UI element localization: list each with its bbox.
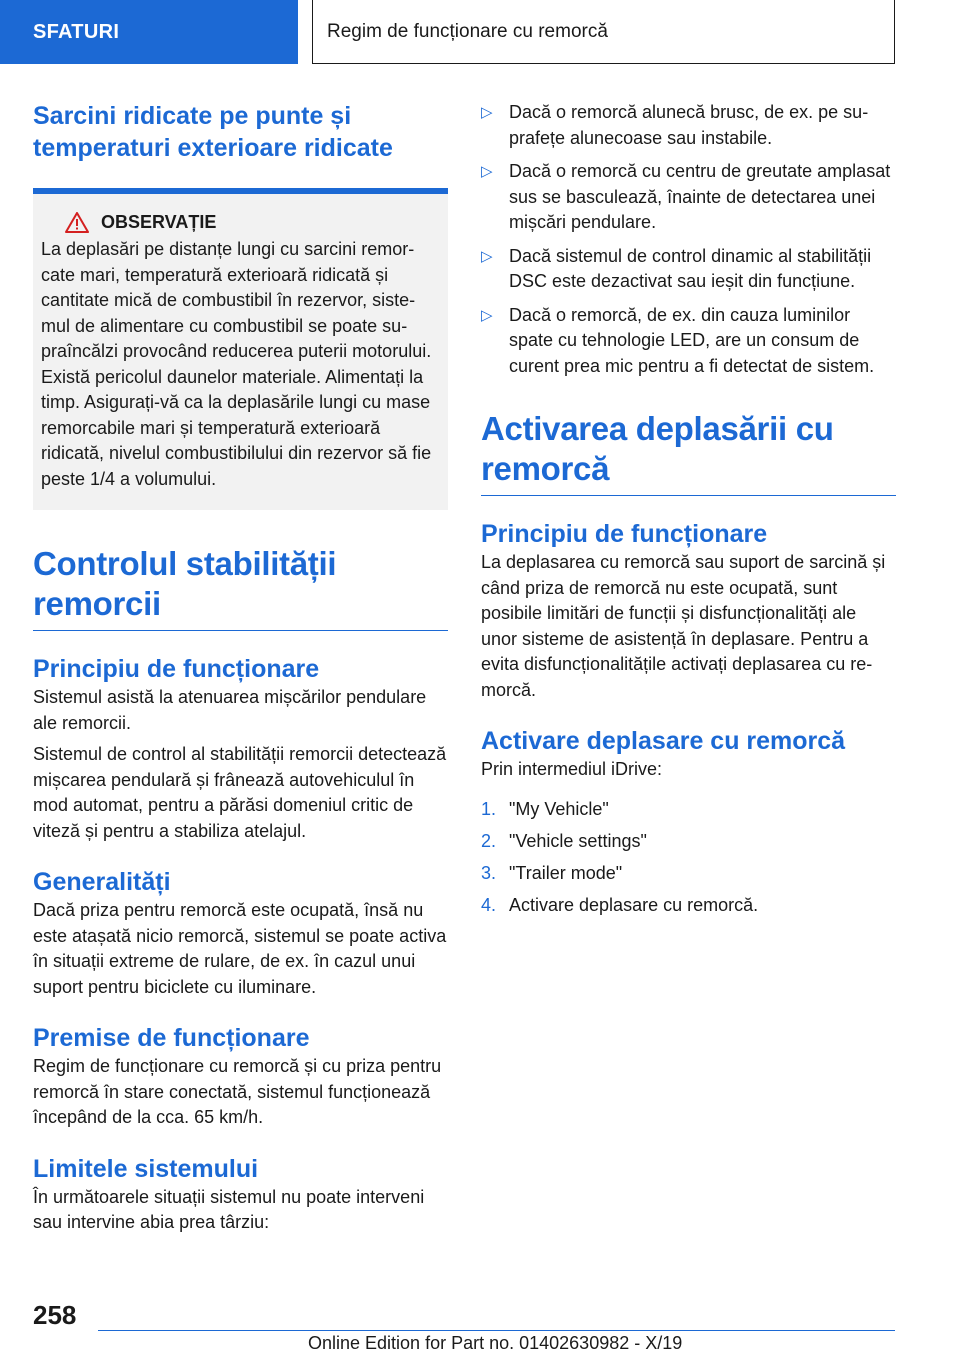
heading-premise: Premise de funcționare: [33, 1024, 310, 1052]
general-paragraph: Dacă priza pentru remorcă este ocupată, însă nu este atașată nicio remorcă, sistemul se poate activa în situații extreme de rulare, de ex. în cazul unui suport pentru biciclete cu iluminare.: [33, 900, 447, 997]
bullet-triangle-icon: ▷: [481, 104, 493, 121]
principle-paragraph-1: Sistemul asistă la atenuarea mișcărilor pendulare ale remorcii.: [33, 687, 427, 733]
section-activate: [481, 409, 896, 496]
principle-paragraph-2: Sistemul de control al stabilității remorcii detectează mișcarea pendulară și frânează autovehiculul în mod automat, pentru a părăsi domeniul critic de viteză și pentru a stabiliza atelajul.: [33, 744, 447, 841]
list-item: [481, 244, 896, 295]
step-number: 1.: [481, 798, 497, 819]
step-item: [481, 893, 896, 919]
step-text: "Trailer mode": [509, 862, 623, 883]
section-label: SFATURI: [33, 20, 120, 43]
chapter-title-box: [312, 0, 895, 64]
step-text: Activare deplasare cu remorcă.: [509, 894, 759, 915]
list-item-text: Dacă sistemul de control dinamic al stabilității DSC este dezactivat sau ieșit din funcțiune.: [509, 245, 872, 291]
heading-activate-trailer: Activare deplasare cu remorcă: [481, 727, 846, 755]
footer-edition: Online Edition for Part no. 01402630982 - X/19: [308, 1333, 683, 1353]
notice-header: [41, 212, 438, 233]
step-number: 2.: [481, 830, 497, 851]
step-text: "My Vehicle": [509, 798, 609, 819]
heading-activate: Activarea deplasării cu remorcă: [481, 410, 834, 487]
heading-stability: Controlul stabilității remorcii: [33, 545, 337, 622]
heading-loads: Sarcini ridicate pe punte și temperaturi exterioare ridicate: [33, 102, 393, 162]
list-item: [481, 159, 896, 236]
heading-general: Generalități: [33, 868, 171, 896]
limits-paragraph: În următoarele situații sistemul nu poate interveni sau intervine abia prea târziu:: [33, 1186, 425, 1232]
bullet-triangle-icon: ▷: [481, 247, 493, 265]
heading-principle-right: Principiu de funcționare: [481, 520, 768, 548]
page-number: 258: [33, 1300, 77, 1330]
footer-divider: [98, 1330, 895, 1331]
list-item-text: Dacă o remorcă cu centru de greutate amplasat sus se basculează, înainte de detectarea unei mișcări pendulare.: [509, 161, 891, 232]
step-number: 4.: [481, 894, 497, 915]
section-tab: [0, 0, 298, 64]
step-item: [481, 829, 896, 855]
premise-paragraph: Regim de funcționare cu remorcă și cu priza pentru remorcă în stare conectată, sistemul funcționează începând de la cca. 65 km/h.: [33, 1056, 442, 1127]
list-item: [481, 303, 896, 380]
right-column: [481, 100, 896, 925]
principle-right-paragraph: La deplasarea cu remorcă sau suport de sarcină și când priza de remorcă nu este ocupată, sunt posibile limitări de funcții și disfuncționalități ale unor sisteme de asistență în deplasare. Pentru a evita disfuncționalitățile activați deplasarea cu remorcă.: [481, 552, 886, 700]
heading-limits: Limitele sistemului: [33, 1154, 259, 1183]
chapter-title: Regim de funcționare cu remorcă: [327, 20, 608, 42]
list-item-text: Dacă o remorcă alunecă brusc, de ex. pe suprafețe alunecoase sau instabile.: [509, 102, 869, 148]
notice-text: La deplasări pe distanțe lungi cu sarcini remorcate mari, temperatură exterioară ridicată și cantitate mică de combustibil în rezervor, sistemul de alimentare cu combustibil se poate supraîncălzi provocând reducerea puterii motorului. Există pericolul daunelor materiale. Alimentați la timp. Asigurați-vă ca la deplasările lungi cu mase remorcabile mari și temperatură exterioară ridicată, nivelul combustibilului din rezervor să fie peste 1/4 a volumului.: [41, 239, 432, 489]
step-item: [481, 861, 896, 887]
list-item: [481, 100, 896, 151]
bullet-triangle-icon: ▷: [481, 163, 493, 180]
step-number: 3.: [481, 862, 497, 883]
left-column: [33, 100, 448, 1236]
list-item-text: Dacă o remorcă, de ex. din cauza luminilor spate cu tehnologie LED, are un consum de curent prea mic pentru a fi detectat de sistem.: [509, 304, 875, 376]
notice-title: OBSERVAȚIE: [101, 212, 217, 232]
steps-list: [481, 797, 896, 919]
heading-principle: Principiu de funcționare: [33, 655, 320, 683]
section-stability: [33, 544, 448, 631]
limits-list: [481, 100, 896, 379]
warning-triangle-icon: [65, 212, 89, 233]
step-item: [481, 797, 896, 823]
step-text: "Vehicle settings": [509, 830, 647, 851]
idrive-paragraph: Prin intermediul iDrive:: [481, 759, 663, 779]
notice-box: [33, 188, 448, 510]
bullet-triangle-icon: ▷: [481, 306, 493, 324]
